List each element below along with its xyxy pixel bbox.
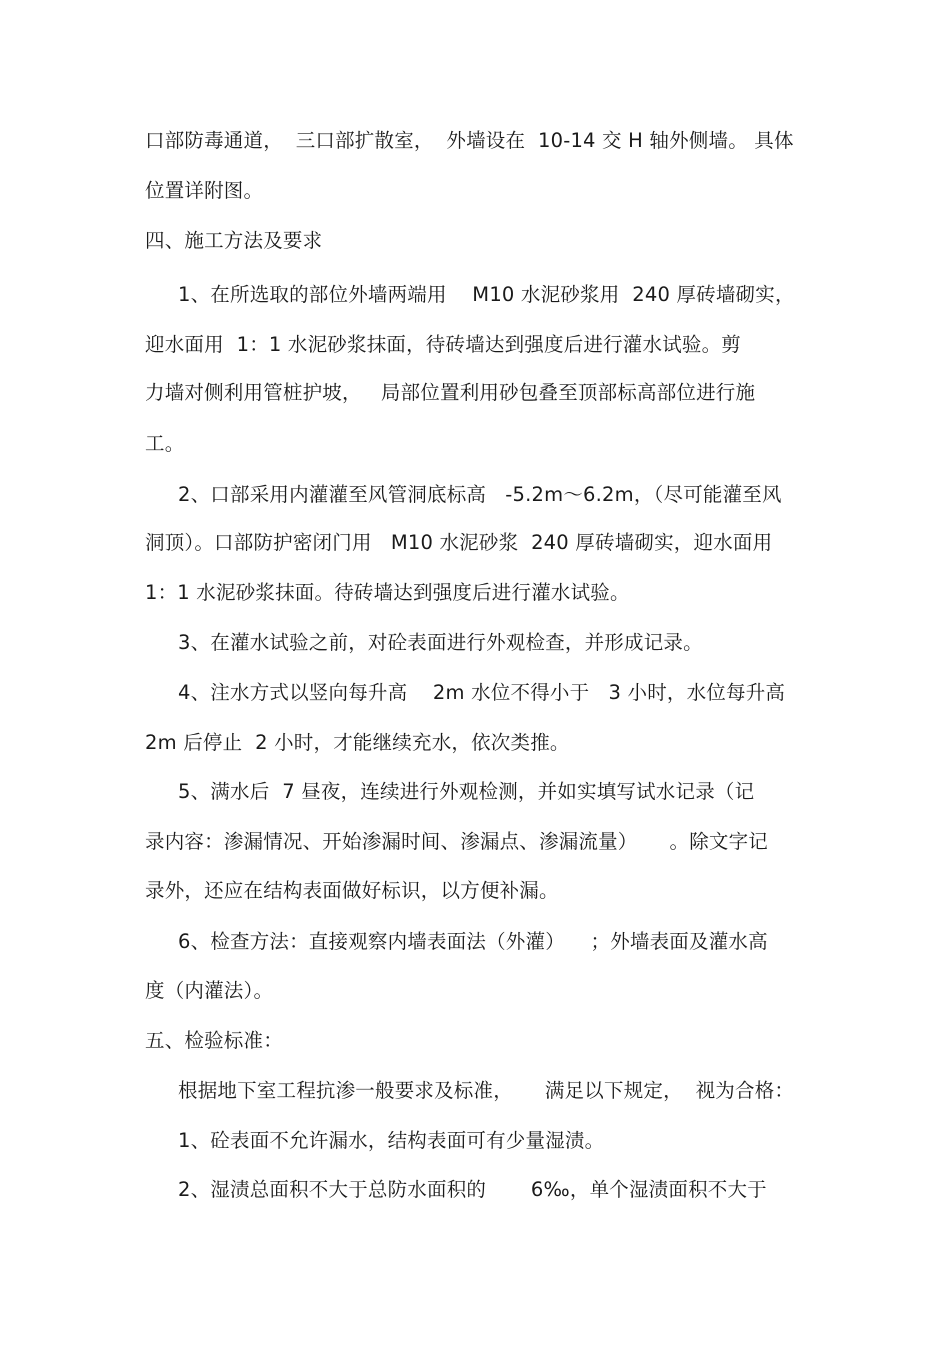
text-line: 录外，还应在结构表面做好标识，以方便补漏。 [145,879,559,902]
text-line: 根据地下室工程抗渗一般要求及标准， 满足以下规定， 视为合格： [178,1079,795,1102]
text-line: 6、检查方法：直接观察内墙表面法（外灌） ；外墙表面及灌水高 [178,930,768,953]
text-line: 1、在所选取的部位外墙两端用 M10 水泥砂浆用 240 厚砖墙砌实， [178,283,795,306]
text-line: 度（内灌法）。 [145,979,274,1002]
text-line: 2m 后停止 2 小时，才能继续充水，依次类推。 [145,731,570,754]
text-line: 2、湿渍总面积不大于总防水面积的 6‰，单个湿渍面积不大于 [178,1178,767,1201]
text-line: 洞顶）。口部防护密闭门用 M10 水泥砂浆 240 厚砖墙砌实，迎水面用 [145,531,773,554]
text-line: 4、注水方式以竖向每升高 2m 水位不得小于 3 小时，水位每升高 [178,681,786,704]
text-line: 5、满水后 7 昼夜，连续进行外观检测，并如实填写试水记录（记 [178,780,755,803]
text-line: 力墙对侧利用管桩护坡， 局部位置利用砂包叠至顶部标高部位进行施 [145,381,756,404]
text-line: 录内容：渗漏情况、开始渗漏时间、渗漏点、渗漏流量） 。除文字记 [145,830,768,853]
section-heading: 四、施工方法及要求 [145,229,323,252]
text-line: 1、砼表面不允许漏水，结构表面可有少量湿渍。 [178,1129,605,1152]
text-line: 位置详附图。 [145,179,264,202]
text-line: 口部防毒通道， 三口部扩散室， 外墙设在 10-14 交 H 轴外侧墙。 具体 [145,129,794,152]
text-line: 迎水面用 1：1 水泥砂浆抹面，待砖墙达到强度后进行灌水试验。剪 [145,333,742,356]
text-line: 3、在灌水试验之前，对砼表面进行外观检查，并形成记录。 [178,631,703,654]
text-line: 工。 [145,432,185,455]
text-line: 2、口部采用内灌灌至风管洞底标高 -5.2m～6.2m，（尽可能灌至风 [178,483,782,506]
text-line: 1：1 水泥砂浆抹面。待砖墙达到强度后进行灌水试验。 [145,581,630,604]
section-heading: 五、检验标准： [145,1029,283,1052]
